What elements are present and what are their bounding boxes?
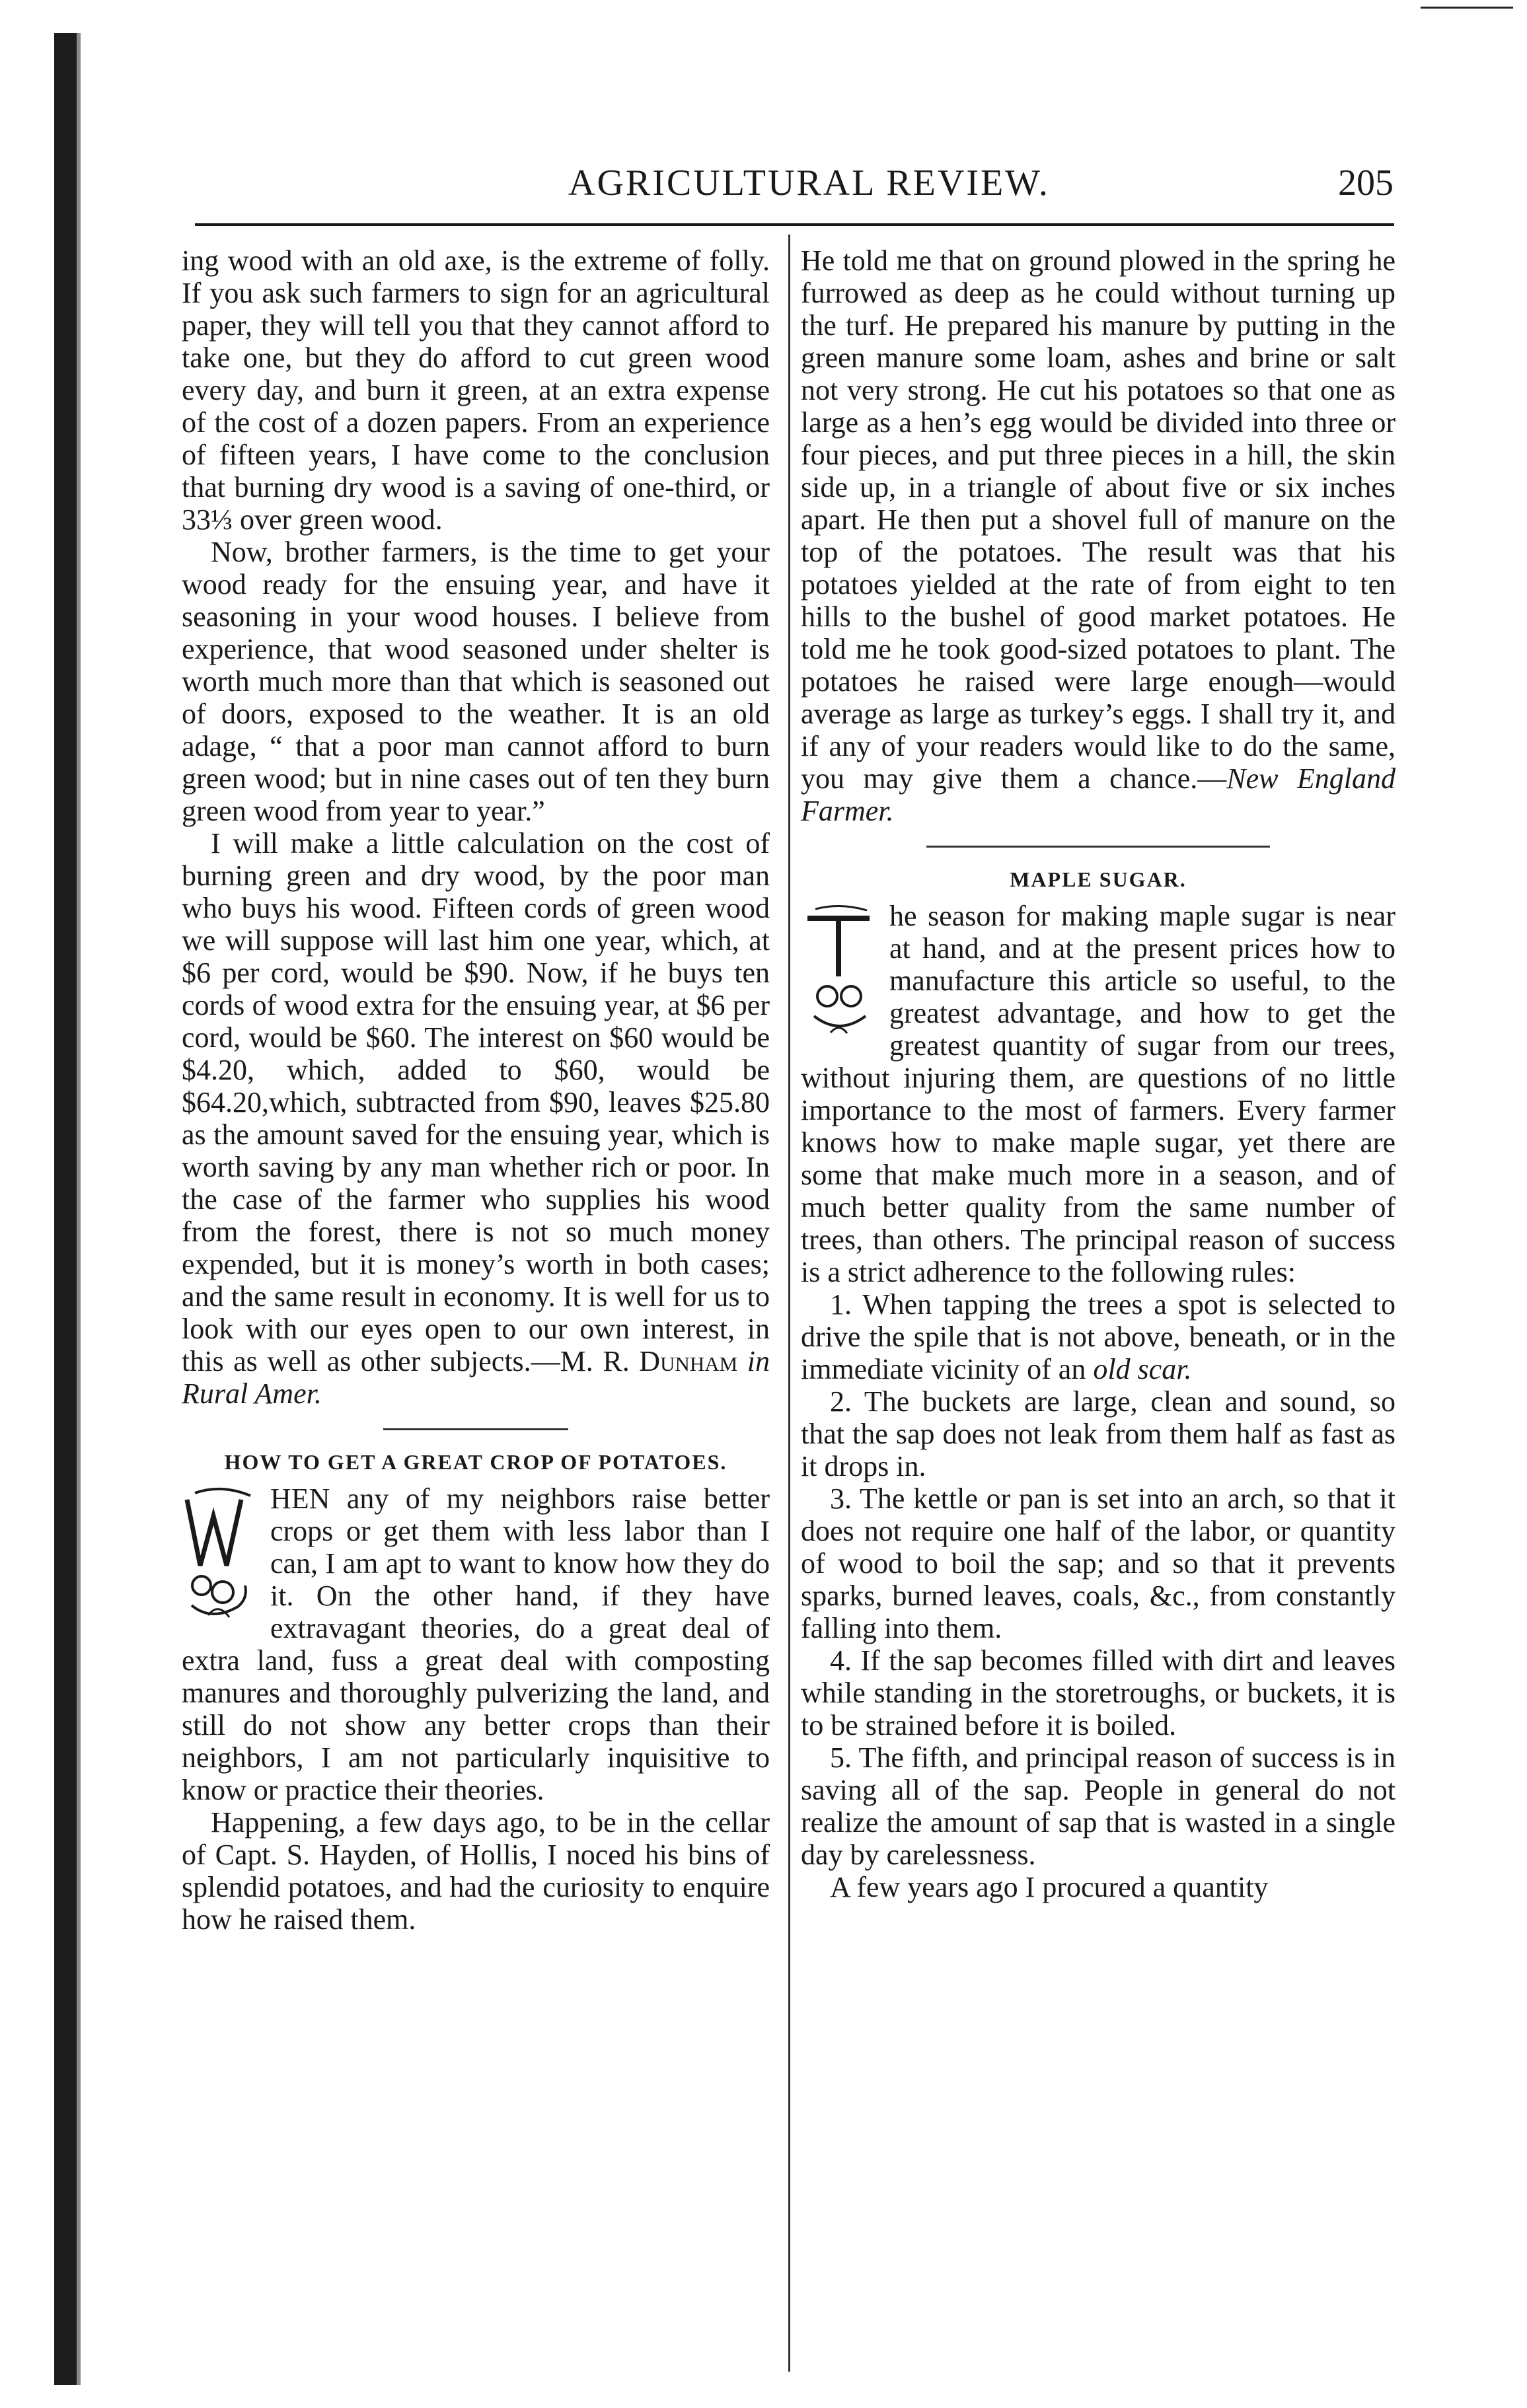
paragraph: Now, brother farmers, is the time to get your wood ready for the ensuing year, and have it seasoning in your wood houses. I believe from experience, that wood seasoned under shelter is worth much more than that which is seasoned out of doors, exposed to the weather. It is an old adage, “ that a poor man cannot afford to burn green wood; but in nine cases out of ten they burn green wood from year to year.” xyxy=(182,536,770,827)
section-rule xyxy=(383,1428,568,1430)
section-heading: HOW TO GET A GREAT CROP OF POTATOES. xyxy=(224,1450,727,1474)
paragraph: A few years ago I procured a quantity xyxy=(830,1871,1269,1903)
ornamental-drop-cap-w xyxy=(182,1486,261,1625)
column-divider xyxy=(788,235,790,2372)
paragraph-text: I will make a little calculation on the cost of burning green and dry wood, by the poor man who buys his wood. Fifteen cords of green wood we will suppose will last him one year, which, at $6 per cord, would be $90. Now, if he buys ten cords of wood extra for the ensuing year, at $6 per cord, would be $60. The interest on $60 would be $4.20, which, added to $60, would be $64.20,which, subtracted from $90, leaves $25.80 as the amount saved for the ensuing year, which is worth saving by any man whether rich or poor. In the case of the farmer who supplies his wood from the forest, there is not so much money expended, but it is money’s worth in both cases; and the same result in economy. It is well for us to look with our eyes open to our own interest, in this as well as other subjects.—M. R. xyxy=(182,827,770,1377)
rule-item: 4. If the sap becomes filled with dirt and leaves while standing in the storetroughs, or buckets, it is to be strained before it is boiled. xyxy=(801,1644,1396,1741)
source-citation: New England Farmer. xyxy=(801,762,1396,827)
book-spine-edge xyxy=(77,33,81,2385)
paragraph xyxy=(182,827,770,1410)
right-column xyxy=(801,244,1396,1903)
top-corner-rule xyxy=(1421,7,1513,9)
paragraph-text: he season for making maple sugar is near at hand, and at the present prices how to manufacture this article so useful, to the greatest advantage, and how to get the greatest quantity of sugar from our trees, without injuring them, are questions of no little importance to the most of farmers. Every farmer knows how to make maple sugar, yet there are some that make much more in a season, and of much better quality from the same number of trees, than others. The principal reason of success is a strict adherence to the following rules: xyxy=(801,900,1396,1288)
paragraph xyxy=(801,900,1396,1288)
ornamental-drop-cap-t xyxy=(801,904,880,1042)
left-column xyxy=(182,244,770,1936)
source-citation: in Rural Amer. xyxy=(182,1345,770,1410)
book-spine-shadow xyxy=(54,33,77,2385)
rule-item: 3. The kettle or pan is set into an arch, so that it does not require one half of the labor, or quantity of wood to boil the sap; and so that it prevents sparks, burned leaves, coals, &c., from constantly falling into them. xyxy=(801,1482,1396,1644)
paragraph-text: HEN any of my neighbors raise better crops or get them with less labor than I can, I am apt to want to know how they do it. On the other hand, if they have extravagant theories, do a great deal of extra land, fuss a great deal with composting manures and thoroughly pulverizing the land, and still do not show any better crops than their neighbors, I am not particularly inquisitive to know or practice their theories. xyxy=(182,1482,770,1806)
page-header xyxy=(0,162,1427,215)
paragraph xyxy=(801,244,1396,827)
rule-text: 1. When tapping the trees a spot is selected to drive the spile that is not above, beneath, or in the immediate vicinity of an xyxy=(801,1288,1396,1385)
section-rule xyxy=(926,846,1270,848)
rule-item: 2. The buckets are large, clean and sound, so that the sap does not leak from them half as fast as it drops in. xyxy=(801,1385,1396,1482)
rule-item xyxy=(801,1288,1396,1385)
header-rule xyxy=(195,223,1394,226)
rule-emphasis: old scar. xyxy=(1093,1353,1192,1385)
page-number: 205 xyxy=(1338,163,1394,203)
paragraph-text: He told me that on ground plowed in the spring he furrowed as deep as he could without turning up the turf. He prepared his manure by putting in the green manure some loam, ashes and brine or salt not very strong. He cut his potatoes so that one as large as a hen’s egg would be divided into three or four pieces, and put three pieces in a hill, the skin side up, in a triangle of about five or six inches apart. He then put a shovel full of manure on the top of the potatoes. The result was that his potatoes yielded at the rate of from eight to ten hills to the bushel of good market potatoes. He told me he took good-sized potatoes to plant. The potatoes he raised were large enough—would average as large as turkey’s eggs. I shall try it, and if any of your readers would like to do the same, you may give them a chance.— xyxy=(801,244,1396,795)
paragraph xyxy=(182,1482,770,1806)
author-name: Dunham xyxy=(639,1345,738,1377)
section-heading: MAPLE SUGAR. xyxy=(1010,867,1187,891)
paragraph: Happening, a few days ago, to be in the cellar of Capt. S. Hayden, of Hollis, I noced his bins of splendid potatoes, and had the curiosity to enquire how he raised them. xyxy=(182,1806,770,1936)
paragraph: ing wood with an old axe, is the extreme of folly. If you ask such farmers to sign for an agricultural paper, they will tell you that they cannot afford to take one, but they do afford to cut green wood every day, and burn it green, at an extra expense of the cost of a dozen papers. From an experience of fifteen years, I have come to the conclusion that burning dry wood is a saving of one-third, or 33⅓ over green wood. xyxy=(182,244,770,536)
rule-item: 5. The fifth, and principal reason of success is in saving all of the sap. People in general do not realize the amount of sap that is wasted in a single day by carelessness. xyxy=(801,1741,1396,1871)
running-title: AGRICULTURAL REVIEW. xyxy=(568,163,1050,203)
